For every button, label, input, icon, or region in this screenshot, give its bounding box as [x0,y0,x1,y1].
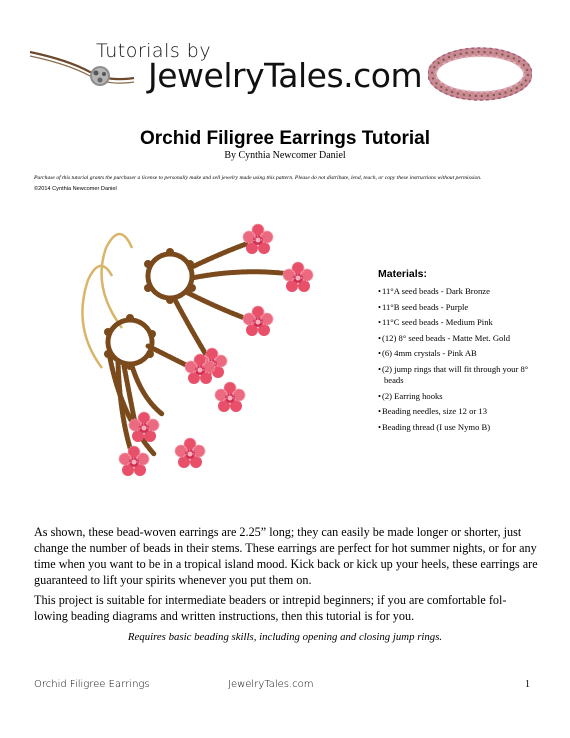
skill-level-paragraph: This project is suitable for intermediate beaders or intrepid beginners; if you are comfortable fol-lowing beading diagrams and written instructions, then this tutorial is for you. [34,593,507,623]
materials-item: • Beading thread (I use Nymo B) [378,422,538,434]
materials-list [378,286,538,433]
materials-section [378,268,538,437]
footer-site: JewelryTales.com [228,679,314,690]
page-title: Orchid Filigree Earrings Tutorial [140,128,430,149]
header-tagline: Tutorials by [96,40,212,62]
materials-item: • (2) jump rings that will fit through your 8° beads [378,364,538,387]
intro-paragraph: As shown, these bead-woven earrings are 2.25” long; they can easily be made longer or shorter, just change the number of beads in their stems. These earrings are perfect for hot summer nights, or for any time when you want to be in a tropical island mood. Kick back or kick up your heels, these earrings are guaranteed to lift your spirits whenever you put them on. [34,525,538,587]
copyright-notice: ©2014 Cynthia Newcomer Daniel [34,186,117,192]
materials-item: • 11°C seed beads - Medium Pink [378,317,538,329]
license-notice: Purchase of this tutorial grants the purchaser a license to personally make and sell jewelry made using this pattern. Please do not distribute, lend, teach, or copy these instructions without permission. [34,175,482,181]
footer-title: Orchid Filigree Earrings [34,679,150,690]
materials-item: • 11°B seed beads - Purple [378,302,538,314]
materials-heading: Materials: [378,268,428,280]
materials-item: • (12) 8° seed beads - Matte Met. Gold [378,333,538,345]
bracelet-image [428,44,532,104]
site-name-logo: JewelryTales.com [148,56,423,95]
materials-item: • Beading needles, size 12 or 13 [378,406,538,418]
author-byline: By Cynthia Newcomer Daniel [224,150,346,161]
page-header [0,0,570,115]
requirements-note: Requires basic beading skills, including opening and closing jump rings. [127,631,443,643]
materials-item: • (6) 4mm crystals - Pink AB [378,348,538,360]
earrings-photo [62,218,362,518]
materials-item: • (2) Earring hooks [378,391,538,403]
materials-item: • 11°A seed beads - Dark Bronze [378,286,538,298]
page-number: 1 [525,679,530,690]
